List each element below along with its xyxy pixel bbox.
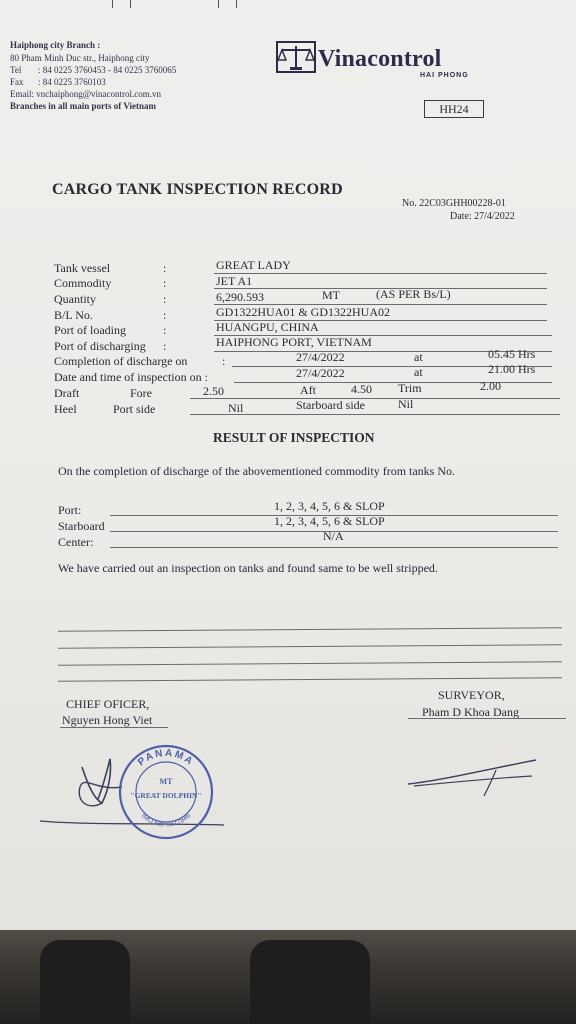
commodity-label: Commodity	[54, 276, 112, 290]
signature-underline	[408, 718, 566, 719]
surveyor-title: SURVEYOR,	[438, 688, 505, 702]
tear-mark	[112, 0, 113, 8]
fore-value: 2.50	[203, 384, 224, 398]
background-object	[40, 940, 130, 1024]
stamp-vessel-text: "GREAT DOLPHIN"	[130, 791, 202, 800]
loading-port-label: Port of loading	[54, 323, 126, 337]
bl-label: B/L No.	[54, 308, 93, 322]
commodity-value: JET A1	[216, 274, 253, 288]
field-underline	[234, 382, 552, 383]
colon: :	[163, 308, 167, 322]
branch-tel: : 84 0225 3760453 - 84 0225 3760065	[38, 65, 177, 75]
loading-port-value: HUANGPU, CHINA	[216, 320, 319, 334]
result-heading: RESULT OF INSPECTION	[213, 430, 375, 445]
chief-officer-title: CHIEF OFICER,	[66, 697, 150, 711]
blank-line	[58, 677, 562, 682]
surveyor-name: Pham D Khoa Dang	[422, 705, 519, 719]
stamp-prefix-text: MT	[159, 777, 173, 786]
colon: :	[163, 292, 167, 306]
signature-underline	[60, 727, 168, 728]
branch-tel-label: Tel	[10, 65, 22, 75]
colon: :	[222, 354, 226, 368]
colon: :	[163, 323, 167, 337]
colon: :	[163, 261, 167, 275]
company-logo: Vinacontrol	[318, 46, 442, 72]
branch-coverage: Branches in all main ports of Vietnam	[10, 101, 157, 111]
inspection-time: 21.00 Hrs	[488, 362, 536, 376]
stamp-imo-text: IMO No: 9377846	[139, 812, 193, 829]
completion-date: 27/4/2022	[296, 350, 345, 364]
branch-address: 80 Pham Minh Duc str., Haiphong city	[10, 53, 150, 63]
quantity-unit: MT	[322, 288, 340, 302]
port-side-label: Port side	[113, 402, 156, 416]
center-tanks-value: N/A	[323, 529, 344, 543]
heel-label: Heel	[54, 402, 77, 416]
blank-line	[58, 661, 562, 666]
tank-vessel-value: GREAT LADY	[216, 258, 291, 272]
branch-fax: : 84 0225 3760103	[38, 77, 106, 87]
fore-label: Fore	[130, 386, 152, 400]
result-statement: We have carried out an inspection on tanks and found same to be well stripped.	[58, 561, 438, 575]
company-logo-city: HAI PHONG	[420, 72, 469, 79]
tank-vessel-label: Tank vessel	[54, 261, 111, 275]
completion-time: 05.45 Hrs	[488, 347, 536, 361]
completion-at: at	[414, 350, 423, 364]
quantity-label: Quantity	[54, 292, 96, 306]
completion-label: Completion of discharge on	[54, 354, 188, 368]
inspection-label: Date and time of inspection on :	[54, 370, 208, 384]
document-code: HH24	[424, 100, 484, 118]
port-side-value: Nil	[228, 401, 244, 415]
port-tanks-label: Port:	[58, 503, 82, 517]
discharging-port-label: Port of discharging	[54, 339, 146, 353]
tear-mark	[130, 0, 131, 8]
starboard-tanks-label: Starboard	[58, 519, 105, 533]
stamp-top-text: PANAMA	[135, 747, 196, 769]
inspection-at: at	[414, 365, 423, 379]
center-tanks-label: Center:	[58, 535, 94, 549]
result-intro: On the completion of discharge of the abovementioned commodity from tanks No.	[58, 464, 456, 478]
field-underline	[190, 398, 560, 399]
field-underline	[214, 273, 547, 274]
bl-value: GD1322HUA01 & GD1322HUA02	[216, 305, 390, 319]
blank-line	[58, 627, 562, 632]
ship-stamp-icon	[116, 742, 216, 842]
colon: :	[163, 339, 167, 353]
aft-value: 4.50	[351, 382, 372, 396]
colon: :	[163, 276, 167, 290]
field-underline	[190, 414, 560, 415]
background-object	[250, 940, 370, 1024]
surveyor-signature	[404, 750, 544, 800]
port-tanks-value: 1, 2, 3, 4, 5, 6 & SLOP	[274, 499, 385, 513]
tear-mark	[218, 0, 219, 8]
aft-label: Aft	[300, 383, 316, 397]
scales-logo-icon	[276, 40, 316, 74]
document-date: Date: 27/4/2022	[450, 211, 515, 222]
starboard-side-value: Nil	[398, 397, 414, 411]
document-title: CARGO TANK INSPECTION RECORD	[52, 181, 343, 198]
branch-name: Haiphong city Branch :	[10, 40, 101, 50]
trim-value: 2.00	[480, 379, 501, 393]
trim-label: Trim	[398, 381, 422, 395]
branch-email: Email: vnchaiphong@vinacontrol.com.vn	[10, 89, 162, 99]
draft-label: Draft	[54, 386, 80, 400]
inspection-date: 27/4/2022	[296, 366, 345, 380]
starboard-side-label: Starboard side	[296, 398, 365, 412]
starboard-tanks-value: 1, 2, 3, 4, 5, 6 & SLOP	[274, 514, 385, 528]
field-underline	[110, 547, 558, 548]
quantity-note: (AS PER Bs/L)	[376, 287, 451, 301]
blank-line	[58, 644, 562, 649]
quantity-value: 6,290.593	[216, 290, 264, 304]
branch-fax-label: Fax	[10, 77, 24, 87]
tear-mark	[236, 0, 237, 8]
discharging-port-value: HAIPHONG PORT, VIETNAM	[216, 335, 372, 349]
document-number: No. 22C03GHH00228-01	[402, 198, 506, 209]
svg-text:IMO No: 9377846	[140, 812, 193, 828]
chief-officer-name: Nguyen Hong Viet	[62, 713, 153, 727]
